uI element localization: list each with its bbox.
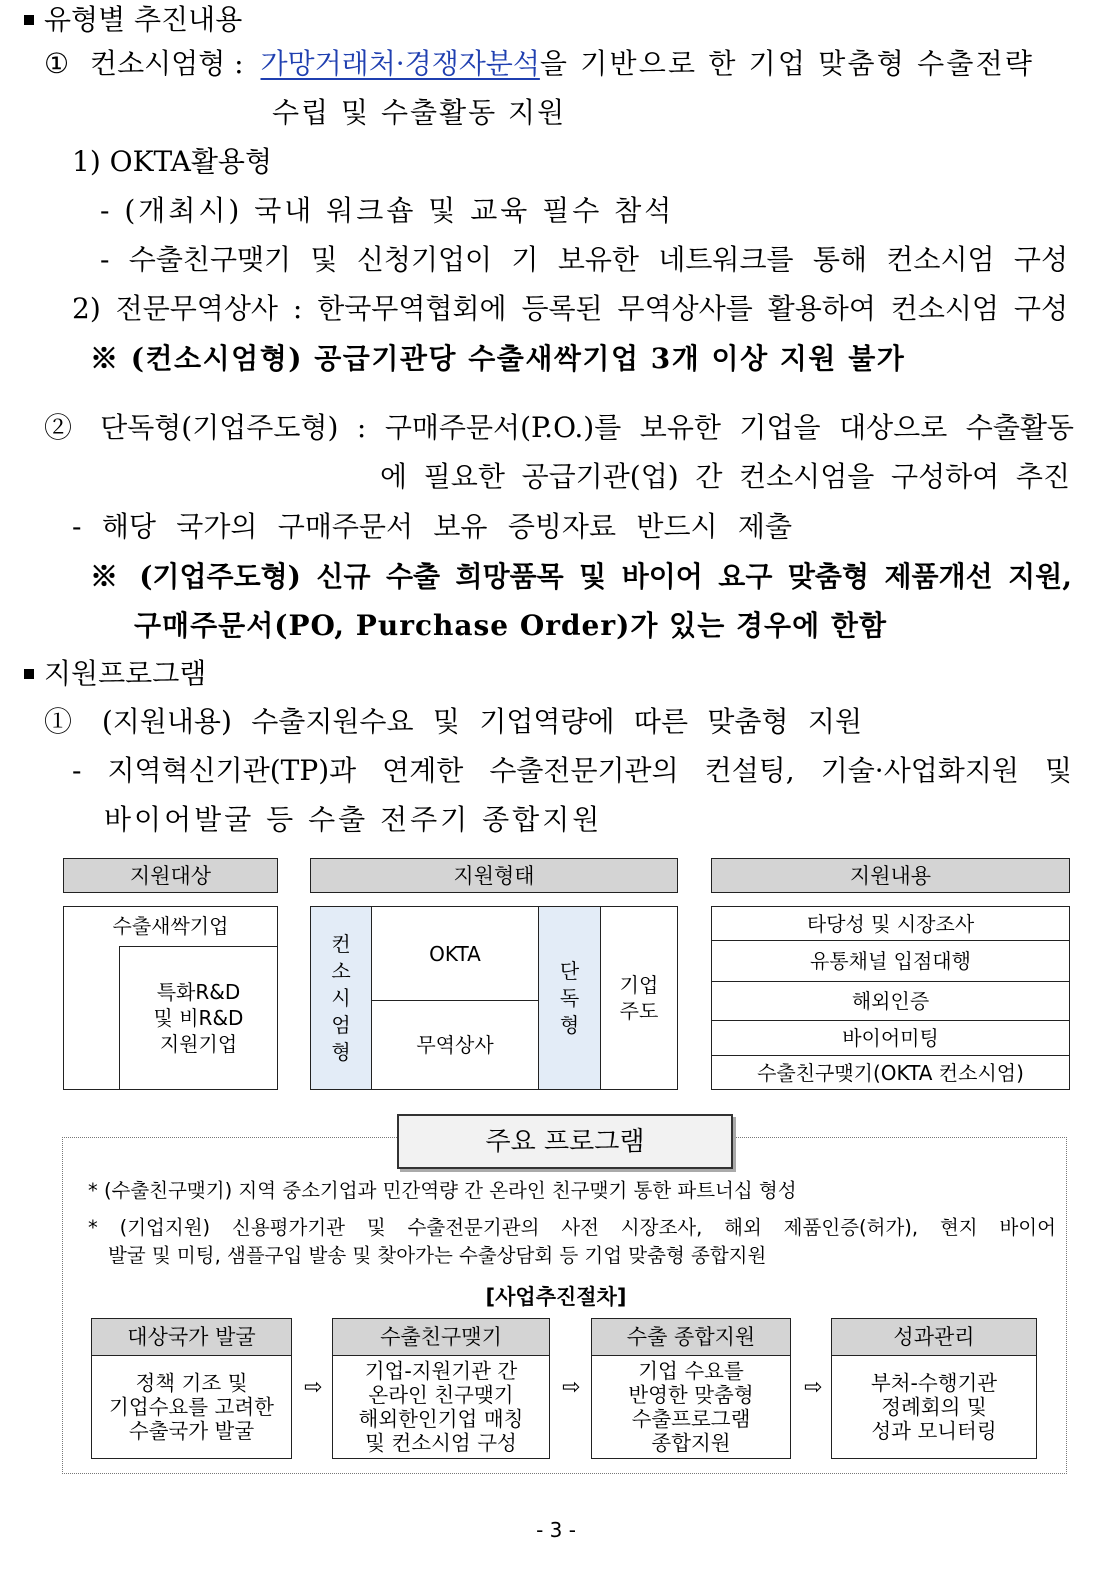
target-outer-label: 수출새싹기업	[112, 914, 229, 938]
consortium-note: ※ (컨소시엄형) 공급기관당 수출새싹기업 3개 이상 지원 불가	[90, 342, 906, 375]
step2-body: 기업-지원기관 간 온라인 친구맺기 해외한인기업 매칭 및 컨소시엄 구성	[332, 1355, 550, 1459]
page-number: - 3 -	[536, 1518, 576, 1542]
company-led-cell: 기업 주도	[600, 906, 678, 1090]
consortium-type-cell: 컨소시엄형	[310, 906, 372, 1090]
step3-body: 기업 수요를 반영한 맞춤형 수출프로그램 종합지원	[591, 1355, 791, 1459]
sub-okta-bullet2: - 수출친구맺기 및 신청기업이 기 보유한 네트워크를 통해 컨소시엄 구성	[100, 243, 1068, 276]
type1-line2: 수립 및 수출활동 지원	[272, 96, 567, 129]
sub-okta-bullet1: - (개최시) 국내 워크숍 및 교육 필수 참석	[100, 194, 675, 227]
programs-note2-line2: 발굴 및 미팅, 샘플구입 발송 및 찾아가는 수출상담회 등 기업 맞춤형 종합지원	[108, 1244, 767, 1267]
step4-body: 부처-수행기관 정례회의 및 성과 모니터링	[831, 1355, 1037, 1459]
arrow-right-icon: ⇨	[304, 1375, 323, 1400]
arrow-right-icon: ⇨	[562, 1375, 581, 1400]
single-type-cell: 단독형	[538, 906, 601, 1090]
step2-title: 수출친구맺기	[332, 1318, 550, 1356]
square-bullet-icon	[24, 15, 34, 25]
okta-cell: OKTA	[371, 906, 539, 1001]
support-bullet-line1: - 지역혁신기관(TP)과 연계한 수출전문기관의 컨설팅, 기술·사업화지원 및	[72, 754, 1072, 787]
header-form: 지원형태	[310, 858, 678, 893]
section-heading-programs: 지원프로그램	[24, 654, 206, 694]
step4-title: 성과관리	[831, 1318, 1037, 1356]
highlight-competitor-analysis: 가망거래처·경쟁자분석	[260, 47, 540, 80]
content-item-market-research: 타당성 및 시장조사	[711, 906, 1070, 941]
company-led-note-line2: 구매주문서(PO, Purchase Order)가 있는 경우에 한함	[134, 609, 887, 642]
company-led-note-line1: ※ (기업주도형) 신규 수출 희망품목 및 바이어 요구 맞춤형 제품개선 지원,	[90, 560, 1072, 593]
support-bullet-line2: 바이어발굴 등 수출 전주기 종합지원	[104, 803, 603, 836]
type2-bullet: - 해당 국가의 구매주문서 보유 증빙자료 반드시 제출	[72, 510, 792, 543]
sub-okta: 1) OKTA활용형	[72, 145, 273, 178]
target-inner-box: 특화R&D 및 비R&D 지원기업	[119, 946, 278, 1090]
content-item-distribution: 유통채널 입점대행	[711, 940, 1070, 982]
programs-title: 주요 프로그램	[397, 1114, 733, 1169]
process-title: [사업추진절차]	[485, 1285, 627, 1309]
sub-trading: 2) 전문무역상사 : 한국무역협회에 등록된 무역상사를 활용하여 컨소시엄 구성	[72, 292, 1068, 325]
square-bullet-icon	[24, 669, 34, 679]
support-content: ① (지원내용) 수출지원수요 및 기업역량에 따른 맞춤형 지원	[44, 705, 862, 738]
step3-title: 수출 종합지원	[591, 1318, 791, 1356]
trading-cell: 무역상사	[371, 1000, 539, 1090]
type2-line2: 에 필요한 공급기관(업) 간 컨소시엄을 구성하여 추진	[380, 460, 1070, 493]
type2-line1: ② 단독형(기업주도형) : 구매주문서(P.O.)를 보유한 기업을 대상으로 수출활동	[44, 411, 1074, 444]
programs-note1: * (수출친구맺기) 지역 중소기업과 민간역량 간 온라인 친구맺기 통한 파트너십 형성	[88, 1179, 797, 1202]
content-item-buyer-meeting: 바이어미팅	[711, 1020, 1070, 1056]
step1-title: 대상국가 발굴	[91, 1318, 292, 1356]
header-content: 지원내용	[711, 858, 1070, 893]
step1-body: 정책 기조 및 기업수요를 고려한 수출국가 발굴	[91, 1355, 292, 1459]
content-item-certification: 해외인증	[711, 981, 1070, 1021]
header-target: 지원대상	[63, 858, 278, 893]
arrow-right-icon: ⇨	[804, 1375, 823, 1400]
section-heading-types: 유형별 추진내용	[24, 0, 242, 40]
content-item-export-friends: 수출친구맺기(OKTA 컨소시엄)	[711, 1055, 1070, 1090]
type1-line1: ① 컨소시엄형 : 가망거래처·경쟁자분석을 기반으로 한 기업 맞춤형 수출전략	[44, 47, 1035, 80]
programs-note2-line1: * (기업지원) 신용평가기관 및 수출전문기관의 사전 시장조사, 해외 제품인증(허가), 현지 바이어	[88, 1216, 1056, 1239]
